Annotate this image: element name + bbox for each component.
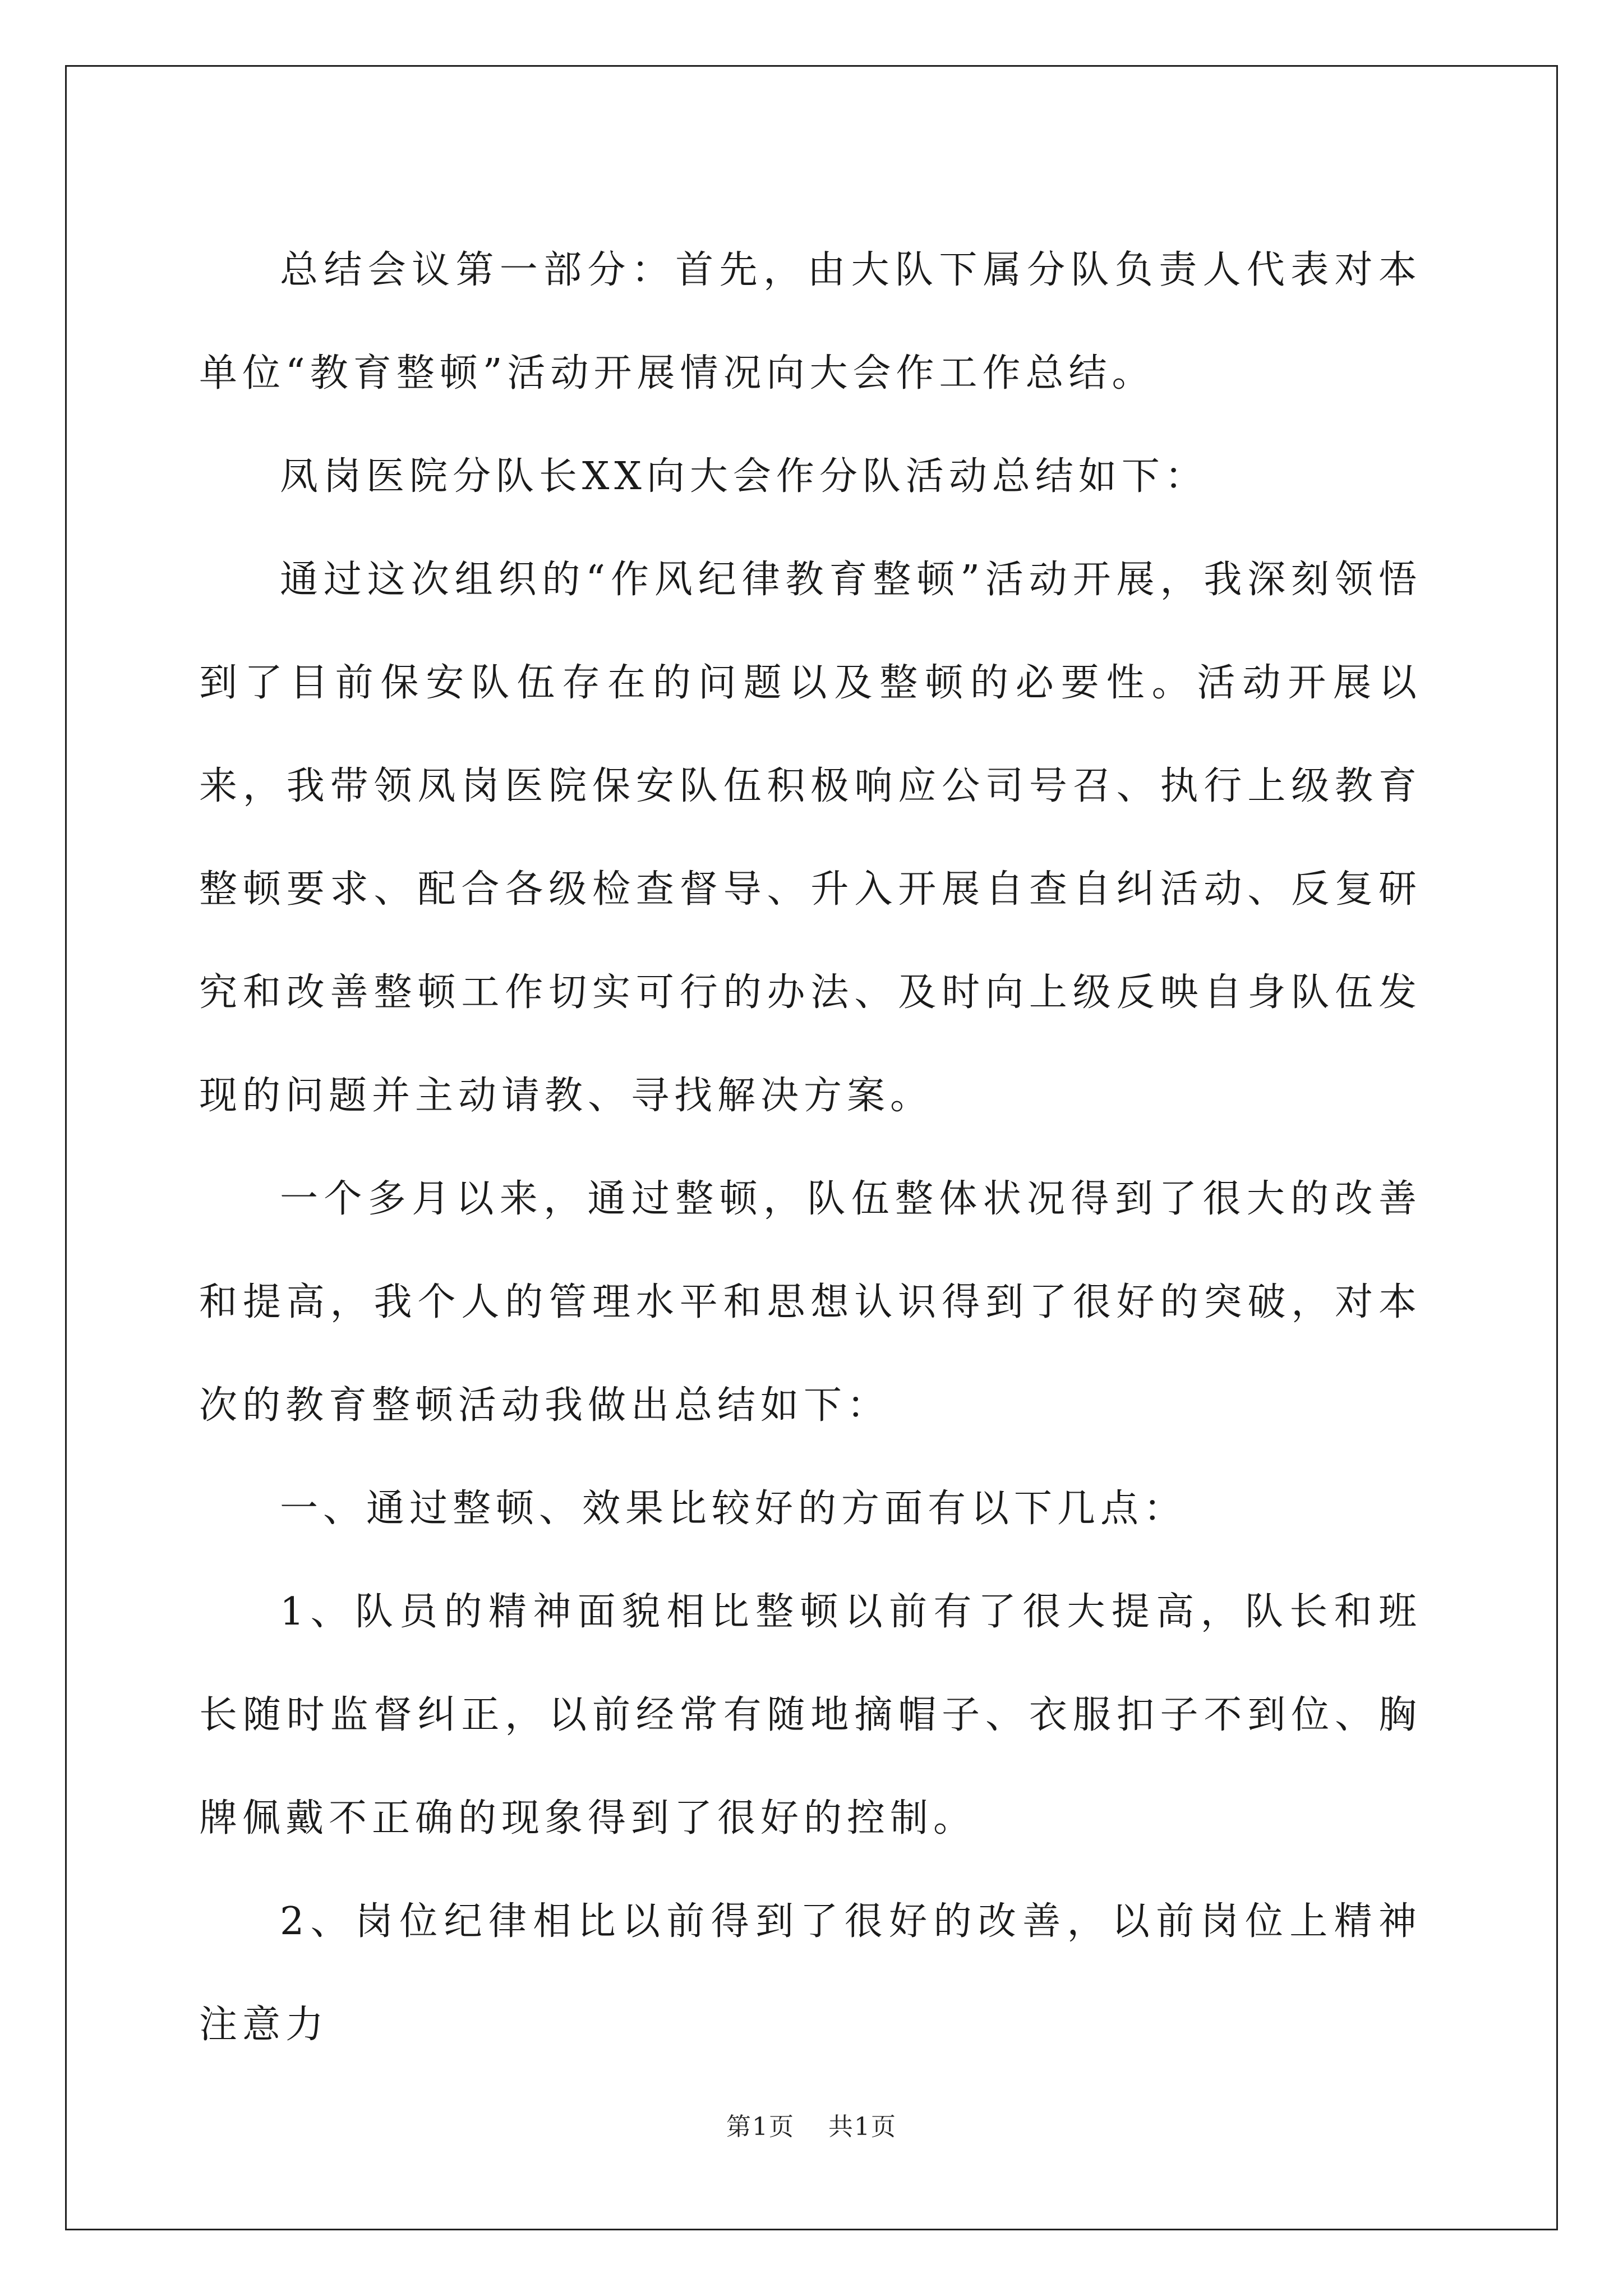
paragraph-7: 2、岗位纪律相比以前得到了很好的改善，以前岗位上精神注意力: [199, 1899, 1422, 2047]
paragraph-4: 一个多月以来，通过整顿，队伍整体状况得到了很大的改善和提高，我个人的管理水平和思想认识得到了很好的突破，对本次的教育整顿活动我做出总结如下：: [199, 1177, 1422, 1428]
page-number: 第1页: [726, 2113, 795, 2141]
page-footer: [0, 2106, 1623, 2142]
paragraph-5: 一、通过整顿、效果比较好的方面有以下几点：: [280, 1487, 1187, 1531]
paragraph-3: 通过这次组织的“作风纪律教育整顿”活动开展，我深刻领悟到了目前保安队伍存在的问题以及整顿的必要性。活动开展以来，我带领凤岗医院保安队伍积极响应公司号召、执行上级教育整顿要求、配合各级检查督导、升入开展自查自纠活动、反复研究和改善整顿工作切实可行的办法、及时向上级反映自身队伍发现的问题并主动请教、寻找解决方案。: [199, 558, 1422, 1118]
paragraph-1: 总结会议第一部分：首先，由大队下属分队负责人代表对本单位“教育整顿”活动开展情况向大会作工作总结。: [199, 248, 1422, 395]
document-body: [199, 219, 1422, 2077]
paragraph-6: 1、队员的精神面貌相比整顿以前有了很大提高，队长和班长随时监督纠正，以前经常有随地摘帽子、衣服扣子不到位、胸牌佩戴不正确的现象得到了很好的控制。: [199, 1590, 1422, 1841]
paragraph-2: 凤岗医院分队长XX向大会作分队活动总结如下：: [280, 454, 1208, 499]
page-total: 共1页: [828, 2113, 897, 2141]
